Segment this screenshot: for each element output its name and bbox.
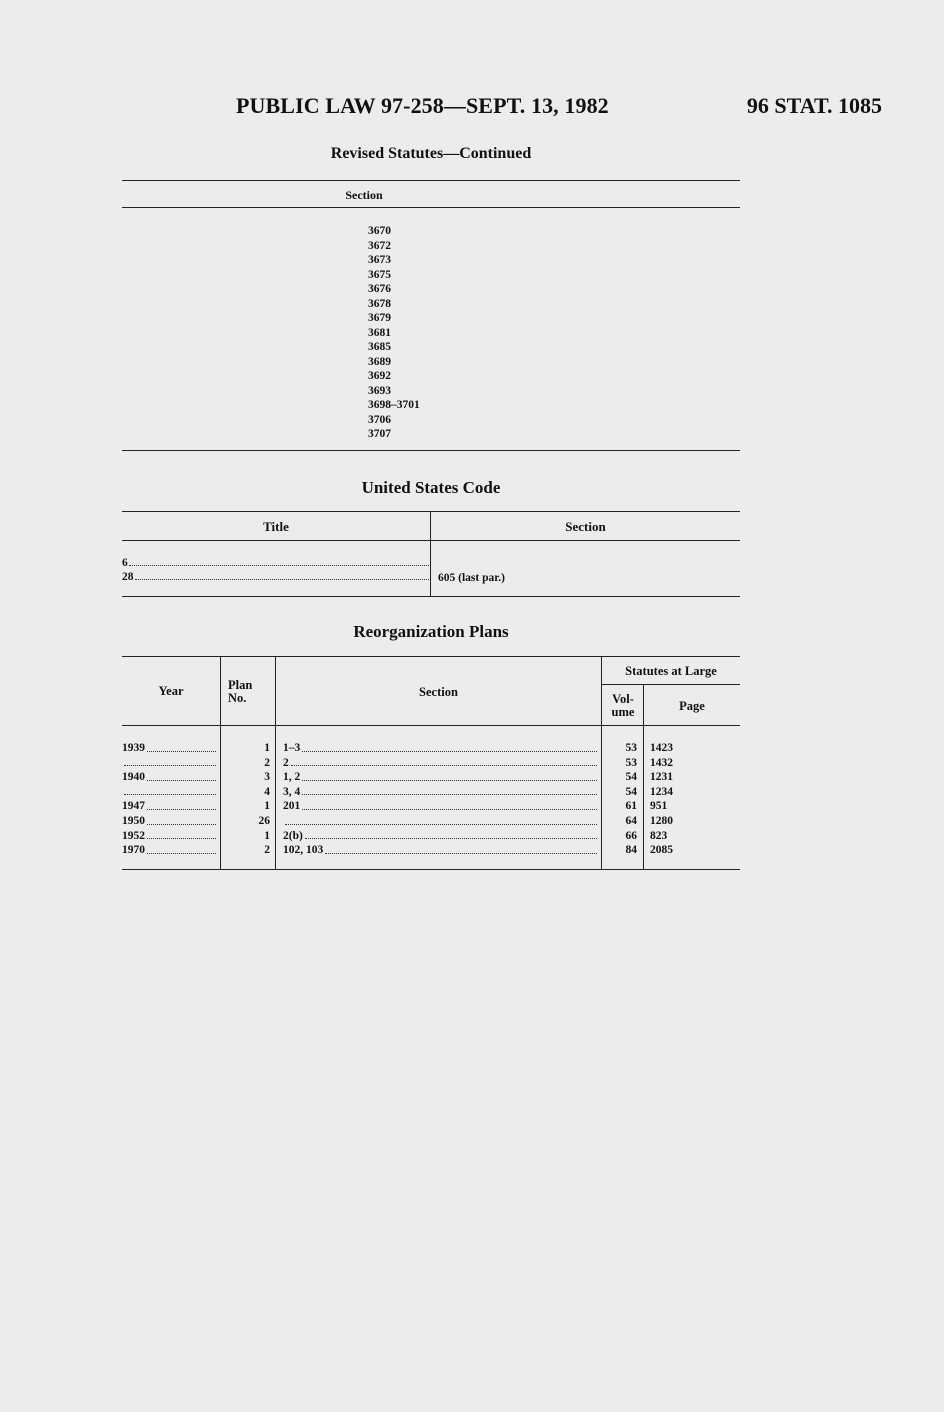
us-code-caption: United States Code — [361, 478, 501, 497]
reorg-page: 951 — [650, 800, 668, 813]
reorg-volume: 66 — [625, 829, 637, 842]
reorg-plan-number: 26 — [258, 815, 270, 827]
revised-statutes-section: 3692 — [368, 370, 391, 382]
table-rule — [122, 511, 740, 512]
column-divider — [220, 656, 221, 869]
us-code-title-header: Title — [263, 519, 289, 534]
reorg-statutes-header: Statutes at Large — [625, 664, 717, 678]
reorg-plan-number: 2 — [264, 756, 270, 769]
reorg-volume: 61 — [625, 800, 637, 813]
reorg-section-text: 2(b) — [283, 829, 303, 842]
us-code-section-header: Section — [565, 519, 606, 534]
reorg-volume-header: Vol- ume — [611, 692, 635, 719]
revised-statutes-section: 3693 — [368, 384, 391, 397]
reorg-year — [122, 799, 218, 814]
revised-statutes-section: 3679 — [368, 312, 391, 324]
table-rule — [122, 725, 740, 726]
reorg-section — [283, 814, 599, 829]
reorg-plan-number: 2 — [264, 844, 270, 857]
table-rule — [122, 596, 740, 597]
reorg-year-header: Year — [158, 684, 184, 698]
reorg-section — [283, 770, 599, 785]
table-rule — [122, 207, 740, 208]
revised-statutes-section: 3681 — [368, 326, 391, 339]
revised-statutes-section: 3676 — [368, 283, 391, 295]
reorg-year-text: 1939 — [122, 742, 145, 754]
reorg-year-text: 1940 — [122, 771, 145, 784]
reorg-volume: 53 — [625, 756, 637, 769]
reorg-section-text: 201 — [283, 800, 301, 813]
reorg-year — [122, 756, 218, 771]
reorg-page: 1280 — [650, 815, 673, 827]
reorg-section — [283, 756, 599, 771]
column-divider — [430, 511, 431, 596]
reorg-volume: 84 — [625, 844, 637, 857]
reorg-plan-number: 3 — [264, 771, 270, 784]
us-code-title: 28 — [122, 571, 134, 583]
reorg-year-text: 1952 — [122, 829, 145, 842]
revised-statutes-section: 3675 — [368, 268, 391, 281]
reorg-year — [122, 785, 218, 800]
revised-statutes-section: 3678 — [368, 297, 391, 310]
reorg-year — [122, 814, 218, 829]
revised-statutes-column-header: Section — [345, 188, 383, 202]
reorg-section — [283, 799, 599, 814]
reorg-section-text: 3, 4 — [283, 785, 301, 798]
reorg-year — [122, 829, 218, 844]
us-code-title: 6 — [122, 557, 128, 569]
reorg-volume: 54 — [625, 771, 637, 784]
reorg-year — [122, 770, 218, 785]
reorg-plan-number: 1 — [264, 829, 270, 842]
reorg-page-header: Page — [679, 699, 705, 713]
table-rule — [122, 869, 740, 870]
revised-statutes-section: 3673 — [368, 254, 391, 266]
revised-statutes-section: 3689 — [368, 355, 391, 368]
reorg-page: 1234 — [650, 785, 673, 798]
reorg-volume: 53 — [625, 742, 637, 754]
reorg-volume: 54 — [625, 785, 637, 798]
reorg-section — [283, 785, 599, 800]
reorg-plan-number: 1 — [264, 742, 270, 754]
reorg-plan-header: Plan No. — [228, 678, 253, 705]
page-header-stat: 96 STAT. 1085 — [746, 93, 882, 118]
reorg-page: 2085 — [650, 844, 673, 857]
reorg-section-text: 1–3 — [283, 742, 301, 754]
us-code-section: 605 (last par.) — [438, 572, 505, 584]
us-code-row — [122, 557, 430, 569]
table-rule — [122, 180, 740, 181]
reorg-year — [122, 843, 218, 858]
reorg-section — [283, 829, 599, 844]
revised-statutes-section: 3707 — [368, 428, 391, 440]
revised-statutes-caption: Revised Statutes—Continued — [330, 145, 532, 162]
revised-statutes-section: 3685 — [368, 341, 391, 353]
reorg-volume: 64 — [625, 815, 637, 827]
reorg-section — [283, 741, 599, 756]
reorg-page: 1423 — [650, 742, 673, 754]
page-header-title: PUBLIC LAW 97-258—SEPT. 13, 1982 — [236, 93, 609, 118]
reorg-year-text: 1947 — [122, 800, 145, 813]
reorg-year-text: 1950 — [122, 815, 145, 827]
reorg-year-text: 1970 — [122, 844, 145, 857]
reorganization-plans-caption: Reorganization Plans — [353, 622, 509, 641]
reorg-section-text: 2 — [283, 756, 289, 769]
reorg-section-header: Section — [419, 685, 458, 699]
table-rule — [122, 540, 740, 541]
table-rule — [602, 684, 740, 685]
reorg-plan-number: 1 — [264, 800, 270, 813]
table-rule — [122, 656, 740, 657]
reorg-page: 823 — [650, 829, 668, 842]
reorg-year — [122, 741, 218, 756]
revised-statutes-section: 3670 — [368, 225, 391, 237]
reorg-section-text: 1, 2 — [283, 771, 301, 784]
revised-statutes-section: 3672 — [368, 239, 391, 252]
revised-statutes-section-list — [368, 224, 420, 442]
reorg-page: 1432 — [650, 756, 673, 769]
revised-statutes-section: 3706 — [368, 413, 391, 426]
reorg-plan-number: 4 — [264, 785, 270, 798]
reorg-section-text: 102, 103 — [283, 844, 324, 857]
revised-statutes-section: 3698–3701 — [368, 399, 420, 411]
reorg-page: 1231 — [650, 771, 673, 784]
table-rule — [122, 450, 740, 451]
us-code-row — [122, 571, 430, 583]
reorg-section — [283, 843, 599, 858]
